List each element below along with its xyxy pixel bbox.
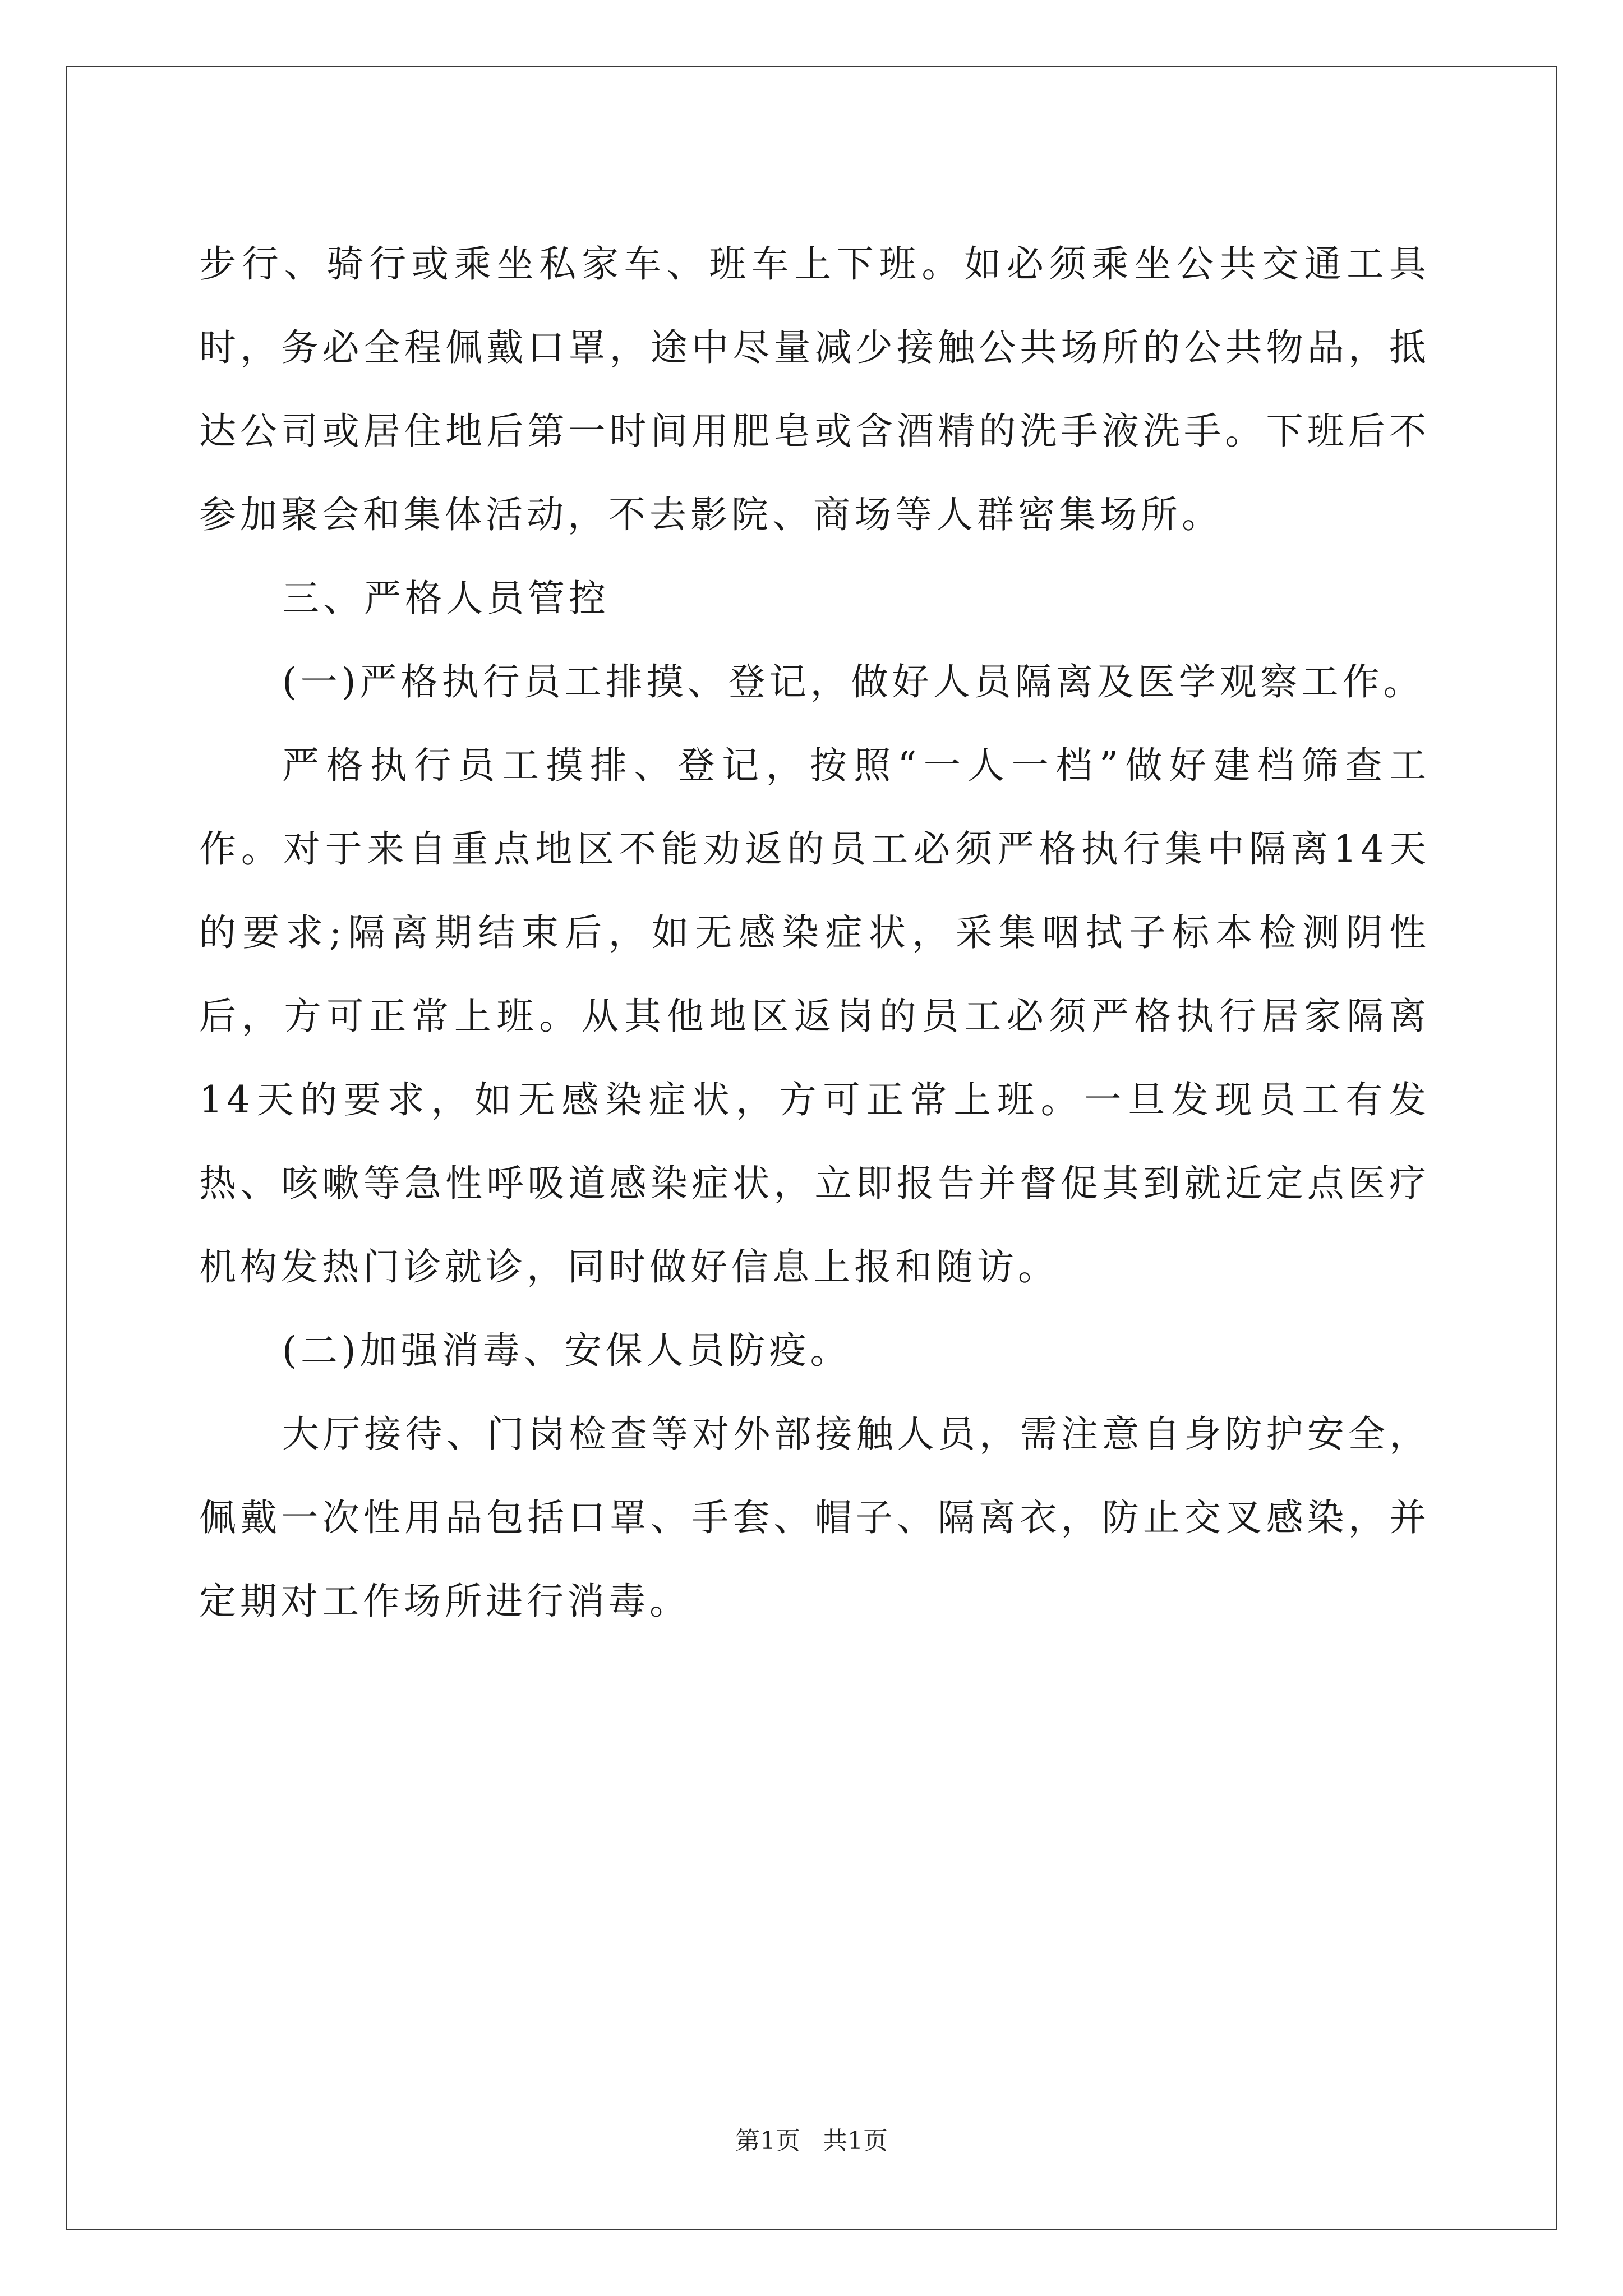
subheading-2: (二)加强消毒、安保人员防疫。	[282, 1329, 851, 1372]
document-body	[199, 222, 1430, 1643]
page-number: 第1页	[735, 2127, 800, 2155]
section-heading-3: 三、严格人员管控	[282, 577, 610, 620]
total-pages: 共1页	[823, 2127, 888, 2155]
paragraph-3: 大厅接待、门岗检查等对外部接触人员，需注意自身防护安全，佩戴一次性用品包括口罩、手套、帽子、隔离衣，防止交叉感染，并定期对工作场所进行消毒。	[199, 1412, 1430, 1623]
paragraph-2: 严格执行员工摸排、登记，按照“一人一档”做好建档筛查工作。对于来自重点地区不能劝返的员工必须严格执行集中隔离14天的要求;隔离期结束后，如无感染症状，采集咽拭子标本检测阴性后，方可正常上班。从其他地区返岗的员工必须严格执行居家隔离14天的要求，如无感染症状，方可正常上班。一旦发现员工有发热、咳嗽等急性呼吸道感染症状，立即报告并督促其到就近定点医疗机构发热门诊就诊，同时做好信息上报和随访。	[199, 744, 1430, 1289]
page-footer	[0, 2124, 1623, 2158]
paragraph-1: 步行、骑行或乘坐私家车、班车上下班。如必须乘坐公共交通工具时，务必全程佩戴口罩，途中尽量减少接触公共场所的公共物品，抵达公司或居住地后第一时间用肥皂或含酒精的洗手液洗手。下班后不参加聚会和集体活动，不去影院、商场等人群密集场所。	[199, 242, 1430, 536]
subheading-1: (一)严格执行员工排摸、登记，做好人员隔离及医学观察工作。	[282, 660, 1424, 703]
